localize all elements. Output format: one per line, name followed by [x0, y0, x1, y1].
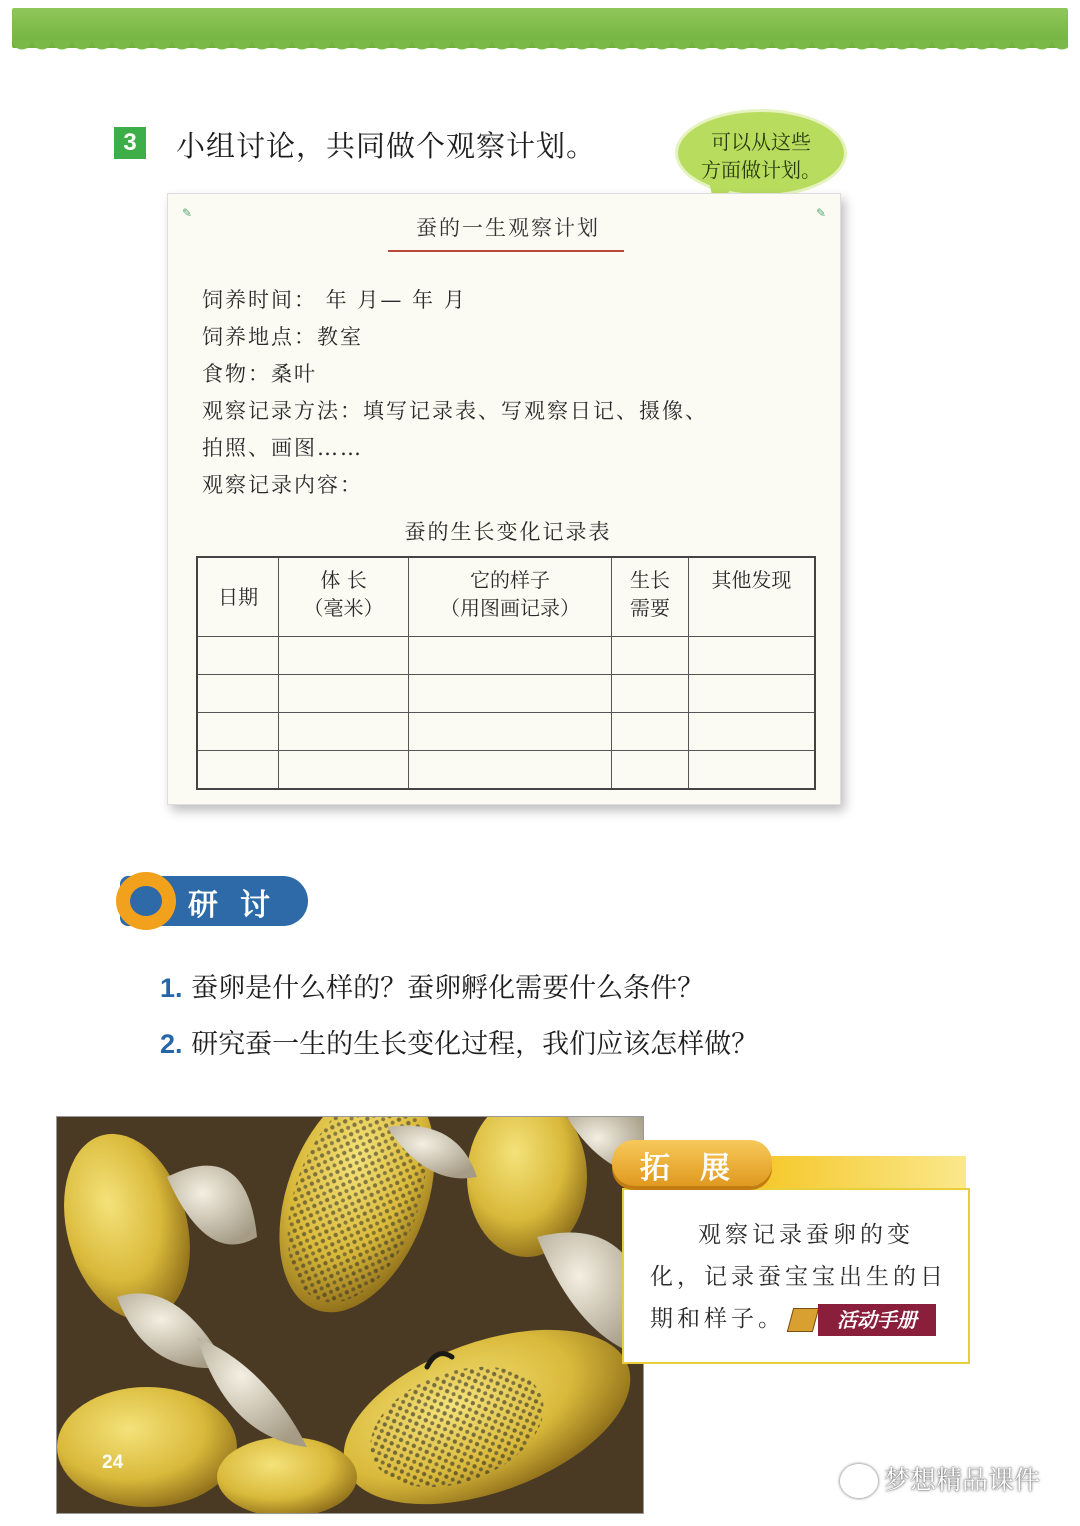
extension-text-line-3: 期和样子。 — [650, 1306, 785, 1332]
activity-handbook-badge: 活动手册 — [818, 1304, 936, 1336]
question-text: 研究蚕一生的生长变化过程，我们应该怎样做？ — [191, 1029, 759, 1060]
extension-header-band — [760, 1156, 966, 1188]
pin-icon: ✎ — [816, 206, 827, 220]
speech-bubble-line-2: 方面做计划。 — [701, 158, 821, 182]
plan-line-content: 观察记录内容： — [202, 473, 363, 497]
col-header-length: 体 长 （毫米） — [279, 557, 409, 637]
table-row — [197, 751, 815, 790]
plan-line-food: 食物：桑叶 — [202, 362, 317, 386]
cycle-arrow-icon-inner — [130, 886, 162, 916]
watermark-text: 梦想精品课件 — [884, 1466, 1041, 1496]
cocoon-illustration — [57, 1117, 643, 1513]
banner-scallop-edge — [12, 40, 1068, 54]
plan-title-underline — [388, 250, 624, 252]
growth-record-table — [196, 556, 816, 790]
question-1 — [160, 966, 704, 1005]
question-number: 1. — [160, 973, 183, 1003]
col-header-other: 其他发现 — [688, 557, 815, 637]
silkworm-cocoon-photo — [56, 1116, 644, 1514]
extension-text-line-1: 观察记录蚕卵的变 — [698, 1222, 914, 1248]
page-number: 24 — [102, 1452, 124, 1473]
plan-title: 蚕的一生观察计划 — [416, 216, 600, 240]
plan-line-feeding-place: 饲养地点：教室 — [202, 325, 363, 349]
observation-plan-card — [167, 193, 841, 805]
plan-line-method: 观察记录方法：填写记录表、写观察日记、摄像、 — [202, 399, 708, 423]
pin-icon: ✎ — [182, 206, 193, 220]
question-text: 蚕卵是什么样的？蚕卵孵化需要什么条件？ — [191, 973, 705, 1004]
extension-label: 拓展 — [640, 1151, 760, 1186]
col-header-needs: 生长 需要 — [612, 557, 689, 637]
table-header-row — [197, 557, 815, 637]
speech-bubble-line-1: 可以从这些 — [711, 130, 811, 154]
step-instruction: 小组讨论，共同做个观察计划。 — [176, 129, 597, 163]
question-2 — [160, 1022, 758, 1061]
table-row — [197, 675, 815, 713]
table-row — [197, 637, 815, 675]
col-header-date: 日期 — [197, 557, 279, 637]
step-number-badge: 3 — [114, 127, 146, 159]
extension-text-line-2: 化，记录蚕宝宝出生的日 — [650, 1264, 947, 1290]
table-row — [197, 713, 815, 751]
wechat-icon — [840, 1464, 878, 1498]
discussion-label: 研讨 — [188, 888, 292, 923]
record-table-title: 蚕的生长变化记录表 — [404, 520, 612, 544]
speech-bubble-text — [690, 128, 832, 184]
col-header-appearance: 它的样子 （用图画记录） — [408, 557, 611, 637]
plan-line-feeding-time: 饲养时间： 年 月— 年 月 — [202, 288, 467, 312]
plan-line-method-cont: 拍照、画图…… — [202, 436, 363, 460]
question-number: 2. — [160, 1029, 183, 1059]
